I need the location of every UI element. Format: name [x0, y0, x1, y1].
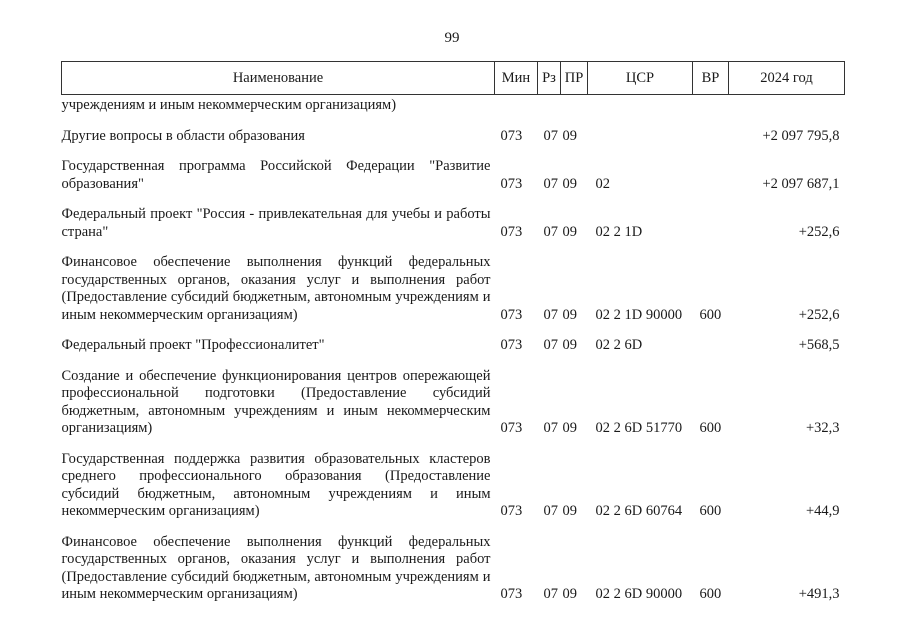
row-csr: 02 — [595, 175, 610, 192]
row-amount: +2 097 795,8 — [762, 127, 840, 144]
row-name: Финансовое обеспечение выполнения функций федеральных государственных органов, оказания услуг и выполнения работ (Предоставление субсидий бюджетным, автономным учреждениям и иным некоммерческим организациям) — [61, 254, 491, 323]
row-vr: 600 — [699, 420, 722, 436]
row-min: 073 — [500, 127, 523, 144]
row-rz: 07 — [543, 420, 558, 436]
row-vr: 600 — [699, 306, 722, 323]
row-rz: 07 — [543, 127, 558, 144]
continuation-text: учреждениям и иным некоммерческим организациям) — [61, 97, 397, 113]
row-min: 073 — [500, 175, 523, 192]
row-csr: 02 2 6D 51770 — [595, 420, 683, 436]
row-min: 073 — [500, 586, 523, 602]
row-amount: +252,6 — [798, 306, 840, 323]
header-year: 2024 год — [729, 62, 845, 95]
header-min: Мин — [495, 62, 538, 95]
row-min: 073 — [500, 420, 523, 436]
row-pr: 09 — [562, 306, 577, 323]
table-row — [62, 337, 845, 355]
row-amount: +44,9 — [805, 503, 840, 519]
row-amount: +252,6 — [798, 223, 840, 240]
header-vr: ВР — [693, 62, 729, 95]
header-rz: Рз — [538, 62, 561, 95]
row-csr: 02 2 6D — [595, 337, 643, 353]
row-pr: 09 — [562, 586, 577, 602]
row-vr — [693, 128, 729, 146]
table-row — [62, 451, 845, 521]
table-row — [62, 128, 845, 146]
row-name: Государственная поддержка развития образовательных кластеров среднего профессионального образования (Предоставление субсидий бюджетным, автономным учреждениям и иным некоммерческим организациям) — [61, 450, 491, 519]
table-header — [62, 62, 845, 95]
row-vr: 600 — [699, 503, 722, 519]
row-rz: 07 — [543, 175, 558, 192]
page-number: 99 — [444, 30, 460, 46]
row-vr: 600 — [699, 586, 722, 602]
row-name: Федеральный проект "Россия - привлекательная для учебы и работы страна" — [61, 206, 491, 240]
budget-table — [61, 61, 845, 604]
row-csr: 02 2 6D 60764 — [595, 503, 683, 519]
row-name: Финансовое обеспечение выполнения функций федеральных государственных органов, оказания услуг и выполнения работ (Предоставление субсидий бюджетным, автономным учреждениям и иным некоммерческим организациям) — [61, 533, 491, 602]
row-csr: 02 2 6D 90000 — [595, 586, 683, 602]
row-amount: +32,3 — [805, 420, 840, 436]
row-csr — [588, 128, 693, 146]
row-pr: 09 — [562, 223, 577, 240]
row-pr: 09 — [562, 127, 577, 144]
row-pr: 09 — [562, 337, 577, 353]
row-rz: 07 — [543, 337, 558, 353]
row-rz: 07 — [543, 223, 558, 240]
row-rz: 07 — [543, 503, 558, 519]
row-vr — [693, 206, 729, 241]
header-name: Наименование — [62, 62, 495, 95]
row-name: Федеральный проект "Профессионалитет" — [61, 337, 325, 353]
table-row — [62, 158, 845, 193]
row-name: Другие вопросы в области образования — [61, 127, 305, 144]
header-pr: ПР — [561, 62, 588, 95]
row-name: Создание и обеспечение функционирования центров опережающей профессиональной подготовки (Предоставление субсидий бюджетным, автономным учреждениям и иным некоммерческим организациям) — [61, 367, 491, 436]
row-name: Государственная программа Российской Федерации "Развитие образования" — [61, 158, 491, 192]
table-row — [62, 206, 845, 241]
table-row — [62, 368, 845, 438]
row-pr: 09 — [562, 420, 577, 436]
row-rz: 07 — [543, 306, 558, 323]
row-min: 073 — [500, 306, 523, 323]
row-min: 073 — [500, 337, 523, 353]
row-vr — [693, 337, 729, 355]
row-amount: +2 097 687,1 — [762, 175, 840, 192]
row-rz: 07 — [543, 586, 558, 602]
table-row — [62, 534, 845, 604]
row-pr: 09 — [562, 175, 577, 192]
table-row — [62, 254, 845, 324]
row-vr — [693, 158, 729, 193]
row-csr: 02 2 1D 90000 — [595, 306, 683, 323]
row-amount: +568,5 — [798, 337, 840, 353]
header-csr: ЦСР — [588, 62, 693, 95]
row-min: 073 — [500, 503, 523, 519]
row-amount: +491,3 — [798, 586, 840, 602]
row-csr: 02 2 1D — [595, 223, 643, 240]
continuation-row — [62, 95, 845, 115]
row-pr: 09 — [562, 503, 577, 519]
row-min: 073 — [500, 223, 523, 240]
